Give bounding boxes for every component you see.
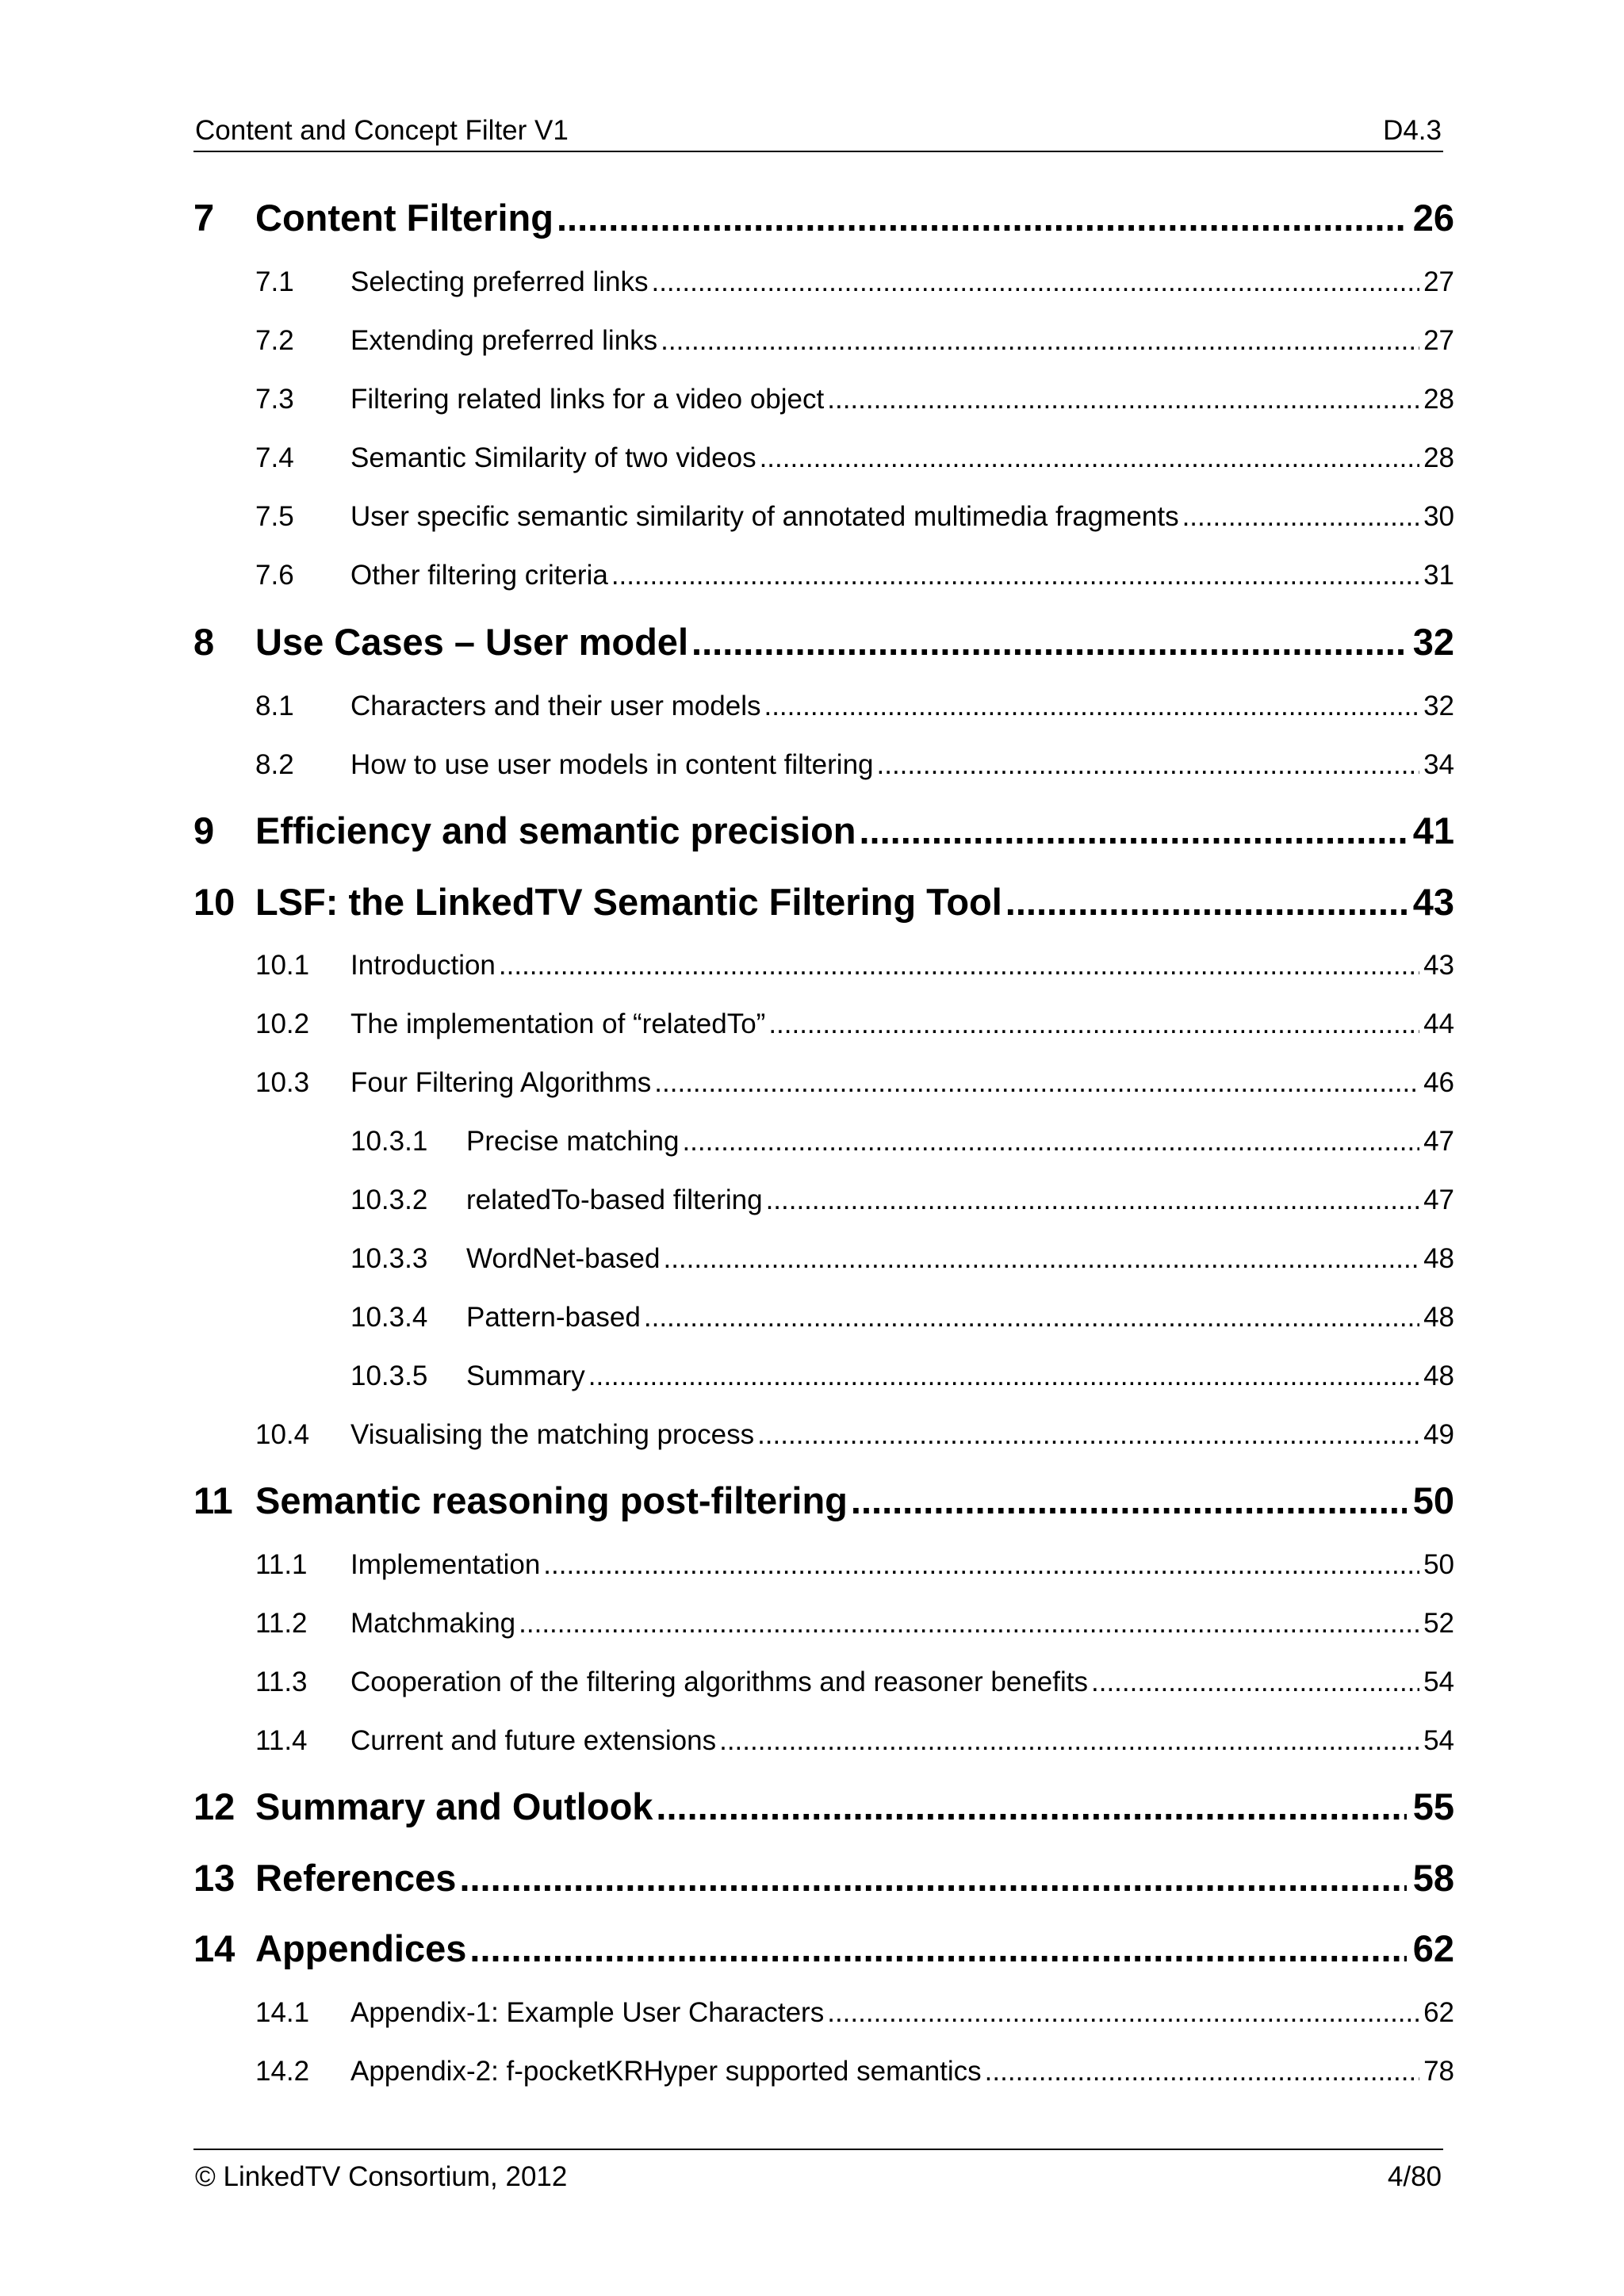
toc-page-number: 27 xyxy=(1423,325,1454,356)
document-id: D4.3 xyxy=(1383,115,1442,146)
toc-title: Summary and Outlook xyxy=(255,1785,653,1827)
page-number: 4/80 xyxy=(1387,2161,1442,2192)
toc-page-number: 48 xyxy=(1423,1302,1454,1333)
toc-page-number: 50 xyxy=(1412,1479,1454,1521)
toc-leader-dots xyxy=(860,806,1408,855)
toc-page-number: 78 xyxy=(1423,2056,1454,2087)
toc-entry-7[interactable] xyxy=(193,193,1454,243)
toc-leader-dots xyxy=(519,1604,1419,1644)
toc-number: 8 xyxy=(193,621,215,663)
toc-entry-10-2[interactable] xyxy=(255,1004,1454,1044)
toc-leader-dots xyxy=(877,745,1420,785)
toc-title: Selecting preferred links xyxy=(350,266,649,297)
toc-page-number: 49 xyxy=(1423,1419,1454,1450)
toc-number: 8.1 xyxy=(255,691,294,721)
toc-leader-dots xyxy=(827,380,1419,419)
toc-entry-10-3-1[interactable] xyxy=(350,1122,1454,1161)
toc-number: 7.4 xyxy=(255,442,294,473)
document-title: Content and Concept Filter V1 xyxy=(195,115,569,146)
toc-title: Filtering related links for a video object xyxy=(350,384,825,415)
toc-number: 7.6 xyxy=(255,560,294,591)
toc-number: 10.4 xyxy=(255,1419,310,1450)
toc-entry-8-2[interactable] xyxy=(255,745,1454,785)
toc-title: Appendix-1: Example User Characters xyxy=(350,1997,825,2028)
toc-number: 11.2 xyxy=(255,1608,308,1639)
toc-entry-8[interactable] xyxy=(193,618,1454,667)
toc-title: Matchmaking xyxy=(350,1608,516,1639)
toc-leader-dots xyxy=(644,1298,1419,1337)
toc-number: 10.3 xyxy=(255,1067,310,1098)
toc-number: 7.5 xyxy=(255,501,294,532)
toc-page-number: 28 xyxy=(1423,384,1454,415)
toc-entry-7-4[interactable] xyxy=(255,438,1454,478)
toc-leader-dots xyxy=(661,321,1419,361)
toc-page-number: 55 xyxy=(1412,1785,1454,1827)
toc-number: 7.3 xyxy=(255,384,294,415)
toc-title: Precise matching xyxy=(466,1126,680,1157)
toc-page-number: 47 xyxy=(1423,1184,1454,1215)
toc-number: 11.1 xyxy=(255,1549,308,1580)
toc-title: References xyxy=(255,1857,457,1899)
toc-entry-8-1[interactable] xyxy=(255,687,1454,726)
toc-entry-14-2[interactable] xyxy=(255,2052,1454,2091)
toc-number: 10 xyxy=(193,881,236,923)
toc-entry-11[interactable] xyxy=(193,1476,1454,1525)
toc-leader-dots xyxy=(851,1476,1407,1525)
toc-leader-dots xyxy=(499,946,1419,985)
toc-leader-dots xyxy=(656,1782,1407,1831)
toc-number: 14.2 xyxy=(255,2056,310,2087)
toc-title: Use Cases – User model xyxy=(255,621,689,663)
toc-title: Appendices xyxy=(255,1927,467,1969)
toc-page-number: 43 xyxy=(1423,950,1454,981)
toc-page-number: 58 xyxy=(1412,1857,1454,1899)
toc-number: 12 xyxy=(193,1785,236,1827)
toc-number: 7.1 xyxy=(255,266,294,297)
toc-number: 10.3.3 xyxy=(350,1243,428,1274)
toc-entry-14[interactable] xyxy=(193,1924,1454,1973)
toc-page-number: 52 xyxy=(1423,1608,1454,1639)
toc-entry-10-3-2[interactable] xyxy=(350,1181,1454,1220)
toc-number: 10.3.2 xyxy=(350,1184,428,1215)
toc-entry-10-1[interactable] xyxy=(255,946,1454,985)
toc-page-number: 50 xyxy=(1423,1549,1454,1580)
toc-number: 10.2 xyxy=(255,1008,310,1039)
toc-entry-9[interactable] xyxy=(193,806,1454,855)
toc-number: 10.3.5 xyxy=(350,1360,428,1391)
toc-title: Implementation xyxy=(350,1549,541,1580)
toc-title: Characters and their user models xyxy=(350,691,761,721)
toc-number: 11 xyxy=(193,1479,233,1521)
toc-entry-14-1[interactable] xyxy=(255,1993,1454,2033)
copyright-text: © LinkedTV Consortium, 2012 xyxy=(195,2161,568,2192)
toc-number: 10.1 xyxy=(255,950,310,981)
toc-title: Cooperation of the filtering algorithms and reasoner benefits xyxy=(350,1667,1088,1697)
toc-entry-11-3[interactable] xyxy=(255,1663,1454,1702)
toc-title: Semantic reasoning post-filtering xyxy=(255,1479,848,1521)
toc-title: Semantic Similarity of two videos xyxy=(350,442,756,473)
toc-number: 11.3 xyxy=(255,1667,308,1697)
toc-page-number: 62 xyxy=(1412,1927,1454,1969)
toc-page-number: 30 xyxy=(1423,501,1454,532)
toc-leader-dots xyxy=(985,2052,1419,2091)
toc-page-number: 26 xyxy=(1412,197,1454,239)
toc-entry-7-1[interactable] xyxy=(255,262,1454,302)
page-footer xyxy=(193,2149,1443,2201)
toc-title: How to use user models in content filtering xyxy=(350,749,874,780)
toc-number: 9 xyxy=(193,809,215,851)
toc-title: Introduction xyxy=(350,950,496,981)
toc-title: Efficiency and semantic precision xyxy=(255,809,856,851)
toc-number: 7 xyxy=(193,197,215,239)
toc-leader-dots xyxy=(827,1993,1419,2033)
toc-entry-7-6[interactable] xyxy=(255,556,1454,595)
toc-entry-7-2[interactable] xyxy=(255,321,1454,361)
toc-page-number: 27 xyxy=(1423,266,1454,297)
toc-title: Other filtering criteria xyxy=(350,560,608,591)
toc-page-number: 41 xyxy=(1412,809,1454,851)
toc-page-number: 43 xyxy=(1412,881,1454,923)
toc-page-number: 31 xyxy=(1423,560,1454,591)
toc-title: Appendix-2: f-pocketKRHyper supported semantics xyxy=(350,2056,982,2087)
toc-number: 7.2 xyxy=(255,325,294,356)
toc-entry-7-5[interactable] xyxy=(255,497,1454,537)
toc-leader-dots xyxy=(719,1721,1419,1761)
toc-title: The implementation of “relatedTo” xyxy=(350,1008,766,1039)
toc-entry-12[interactable] xyxy=(193,1782,1454,1831)
toc-number: 8.2 xyxy=(255,749,294,780)
toc-page-number: 34 xyxy=(1423,749,1454,780)
toc-title: Current and future extensions xyxy=(350,1725,717,1756)
toc-leader-dots xyxy=(611,556,1419,595)
toc-leader-dots xyxy=(557,193,1407,243)
toc-entry-11-4[interactable] xyxy=(255,1721,1454,1761)
toc-page-number: 48 xyxy=(1423,1243,1454,1274)
toc-entry-7-3[interactable] xyxy=(255,380,1454,419)
toc-page-number: 47 xyxy=(1423,1126,1454,1157)
toc-entry-10-4[interactable] xyxy=(255,1415,1454,1455)
toc-title: Extending preferred links xyxy=(350,325,658,356)
toc-leader-dots xyxy=(543,1545,1419,1585)
toc-entry-10-3-3[interactable] xyxy=(350,1239,1454,1279)
toc-title: Content Filtering xyxy=(255,197,553,239)
toc-page-number: 32 xyxy=(1423,691,1454,721)
toc-number: 10.3.4 xyxy=(350,1302,428,1333)
toc-leader-dots xyxy=(757,1415,1419,1455)
toc-entry-11-2[interactable] xyxy=(255,1604,1454,1644)
toc-leader-dots xyxy=(469,1924,1407,1973)
toc-leader-dots xyxy=(691,618,1407,667)
toc-page-number: 62 xyxy=(1423,1997,1454,2028)
toc-title: Visualising the matching process xyxy=(350,1419,755,1450)
toc-title: relatedTo-based filtering xyxy=(466,1184,763,1215)
toc-number: 14.1 xyxy=(255,1997,310,2028)
toc-leader-dots xyxy=(764,687,1419,726)
toc-leader-dots xyxy=(682,1122,1419,1161)
toc-leader-dots xyxy=(1091,1663,1419,1702)
toc-page-number: 54 xyxy=(1423,1667,1454,1697)
toc-title: Summary xyxy=(466,1360,585,1391)
toc-page-number: 28 xyxy=(1423,442,1454,473)
toc-title: User specific semantic similarity of annotated multimedia fragments xyxy=(350,501,1179,532)
toc-leader-dots xyxy=(768,1004,1419,1044)
toc-page-number: 46 xyxy=(1423,1067,1454,1098)
toc-leader-dots xyxy=(651,262,1419,302)
toc-entry-10[interactable] xyxy=(193,878,1454,927)
toc-number: 11.4 xyxy=(255,1725,308,1756)
toc-leader-dots xyxy=(459,1854,1407,1903)
toc-title: Four Filtering Algorithms xyxy=(350,1067,652,1098)
toc-page-number: 32 xyxy=(1412,621,1454,663)
toc-title: WordNet-based xyxy=(466,1243,661,1274)
toc-number: 13 xyxy=(193,1857,236,1899)
toc-leader-dots xyxy=(1005,878,1407,927)
toc-entry-10-3[interactable] xyxy=(255,1063,1454,1103)
toc-entry-11-1[interactable] xyxy=(255,1545,1454,1585)
toc-leader-dots xyxy=(588,1357,1419,1396)
toc-entry-13[interactable] xyxy=(193,1854,1454,1903)
toc-leader-dots xyxy=(766,1181,1419,1220)
toc-title: Pattern-based xyxy=(466,1302,641,1333)
toc-page-number: 44 xyxy=(1423,1008,1454,1039)
toc-number: 14 xyxy=(193,1927,236,1969)
toc-number: 10.3.1 xyxy=(350,1126,428,1157)
toc-leader-dots xyxy=(760,438,1419,478)
toc-page-number: 48 xyxy=(1423,1360,1454,1391)
toc-title: LSF: the LinkedTV Semantic Filtering Tool xyxy=(255,881,1002,923)
toc-leader-dots xyxy=(1182,497,1419,537)
toc-leader-dots xyxy=(654,1063,1419,1103)
toc-entry-10-3-5[interactable] xyxy=(350,1357,1454,1396)
toc-entry-10-3-4[interactable] xyxy=(350,1298,1454,1337)
toc-leader-dots xyxy=(663,1239,1419,1279)
toc-page-number: 54 xyxy=(1423,1725,1454,1756)
